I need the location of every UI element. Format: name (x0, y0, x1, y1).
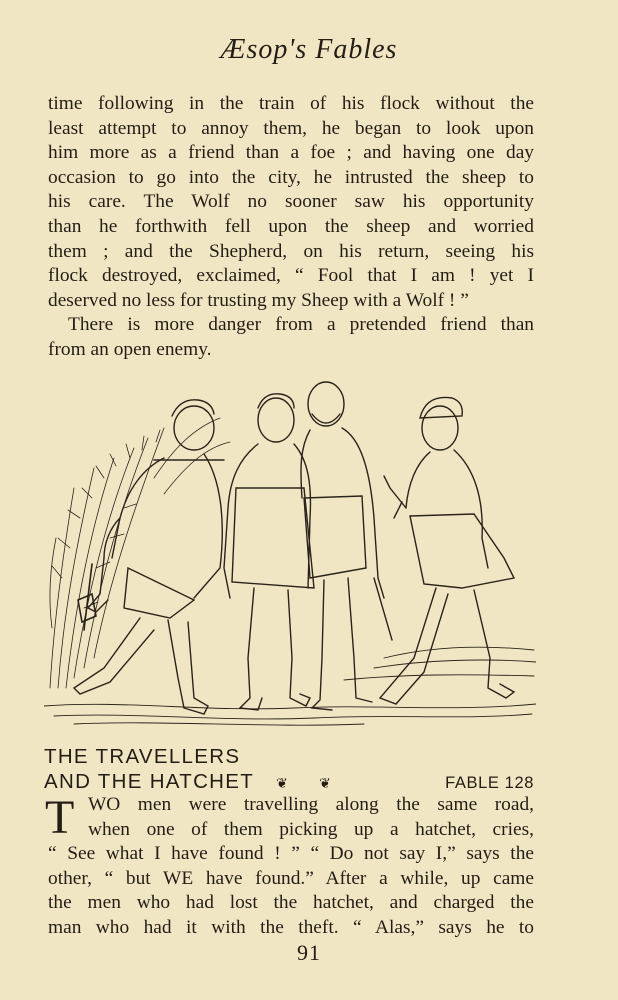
text-line: There is more danger from a pretended friend than (68, 314, 534, 335)
text-line: time following in the train of his flock without the (48, 93, 534, 114)
text-line: when one of them picking up a hatchet, cries, (88, 818, 534, 840)
text-line: “ See what I have found ! ” “ Do not say I,” says the (48, 843, 534, 865)
running-header: Æsop's Fables (220, 34, 398, 65)
text-line: them ; and the Shepherd, on his return, seeing his (48, 240, 534, 262)
text-line: him more as a friend than a foe ; and having one day (48, 142, 534, 164)
drop-cap: T (45, 791, 75, 844)
fable-title-line1: THE TRAVELLERS (44, 745, 241, 768)
paragraph-continuation (48, 92, 534, 313)
text-line: than he forthwith fell upon the sheep and worried (48, 215, 534, 237)
text-line: other, “ but WE have found.” After a while, up came (48, 867, 534, 889)
fable-title (44, 744, 534, 796)
text-line: least attempt to annoy them, he began to look upon (48, 117, 534, 139)
fable-title-row2 (44, 769, 534, 796)
text-line: his care. The Wolf no sooner saw his opportunity (48, 191, 534, 213)
page-number: 91 (297, 940, 321, 965)
fable-body (45, 791, 534, 941)
text-line: WO men were travelling along the same road, (88, 794, 534, 815)
text-line: from an open enemy. (48, 338, 212, 360)
fable-title-line2: AND THE HATCHET (44, 770, 255, 793)
fleuron-ornament-icon: ❦ (319, 775, 333, 791)
text-line: man who had it with the theft. “ Alas,” says he to (48, 916, 534, 938)
fleuron-ornament-icon: ❦ (276, 775, 290, 791)
text-line: the men who had lost the hatchet, and charged the (48, 892, 534, 914)
text-line: flock destroyed, exclaimed, “ Fool that I am ! yet I (48, 265, 534, 287)
engraving-illustration (44, 368, 536, 732)
moral-paragraph (48, 313, 534, 362)
text-line: deserved no less for trusting my Sheep with a Wolf ! ” (48, 289, 469, 311)
fable-number: FABLE 128 (445, 774, 534, 792)
text-line: occasion to go into the city, he intrusted the sheep to (48, 166, 534, 188)
